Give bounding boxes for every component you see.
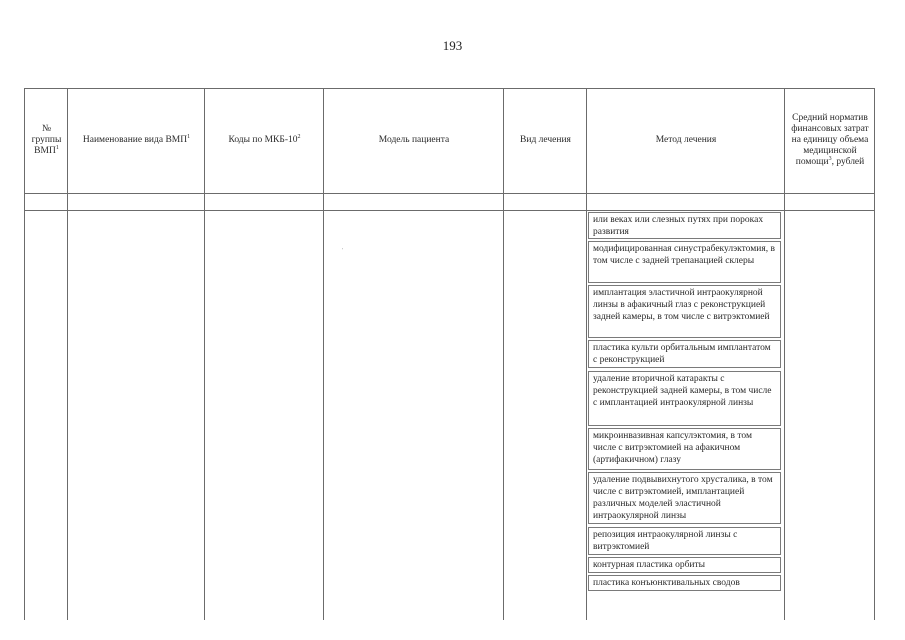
header-patient-model: Модель пациента xyxy=(378,135,450,145)
header-vmp-name-text: Наименование вида ВМП xyxy=(82,135,188,145)
method-item: репозиция интраокулярной линзы с витрэктомией xyxy=(588,527,781,555)
column-divider xyxy=(323,88,324,620)
method-item: пластика конъюнктивальных сводов xyxy=(588,575,781,591)
method-item: удаление подвывихнутого хрусталика, в том числе с витрэктомией, имплантацией различных моделей эластичной интраокулярной линзы xyxy=(588,472,781,524)
table-right-border xyxy=(874,88,875,620)
method-item: модифицированная синустрабекулэктомия, в том числе с задней трепанацией склеры xyxy=(588,241,781,283)
footnote-ref: 2 xyxy=(297,133,301,140)
column-divider xyxy=(586,88,587,620)
method-item: микроинвазивная капсулэктомия, в том числе с витрэктомией на афакичном (артифакичном) глазу xyxy=(588,428,781,470)
spacer-row-border xyxy=(24,210,875,211)
header-group-number xyxy=(26,88,67,193)
header-average-cost-text: Средний норматив финансовых затрат на единицу объема медицинской помощи xyxy=(791,113,869,167)
header-treatment-method: Метод лечения xyxy=(655,135,717,145)
header-mkb-codes-text: Коды по МКБ-10 xyxy=(228,135,298,145)
header-group-line2: группы xyxy=(31,135,62,145)
header-vmp-name xyxy=(69,88,204,193)
column-divider xyxy=(503,88,504,620)
header-group-line3: ВМП xyxy=(34,146,56,156)
header-group-line1: № xyxy=(41,124,52,134)
header-bottom-border xyxy=(24,193,875,194)
table-left-border xyxy=(24,88,25,620)
column-divider xyxy=(67,88,68,620)
method-item: контурная пластика орбиты xyxy=(588,557,781,573)
footnote-ref: 1 xyxy=(187,133,191,140)
header-average-cost xyxy=(790,88,870,193)
method-item: имплантация эластичной интраокулярной линзы в афакичный глаз с реконструкцией задней камеры, в том числе с витрэктомией xyxy=(588,285,781,338)
procedure-table xyxy=(24,88,875,620)
footnote-ref: 3 xyxy=(828,155,832,162)
stray-mark: ' xyxy=(342,248,344,254)
header-treatment-type: Вид лечения xyxy=(520,135,571,145)
method-item: удаление вторичной катаракты с реконструкцией задней камеры, в том числе с имплантацией интраокулярной линзы xyxy=(588,371,781,426)
column-divider xyxy=(204,88,205,620)
footnote-ref: 1 xyxy=(55,144,59,151)
header-average-cost-tail: , рублей xyxy=(831,157,865,167)
page-number: 193 xyxy=(442,38,463,53)
method-item: или веках или слезных путях при пороках развития xyxy=(588,212,781,239)
column-divider xyxy=(784,88,785,620)
header-mkb-codes xyxy=(206,88,323,193)
method-item: пластика культи орбитальным имплантатом с реконструкцией xyxy=(588,340,781,368)
